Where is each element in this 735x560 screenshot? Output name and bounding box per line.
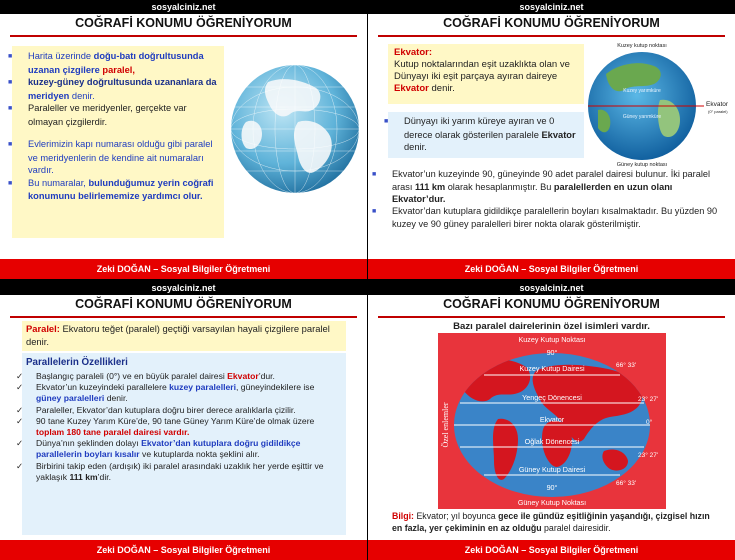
footer-bar: Zeki DOĞAN – Sosyal Bilgiler Öğretmeni	[0, 259, 367, 279]
text-panel	[8, 46, 224, 238]
south-pole-label: Güney Kutup Noktası	[517, 498, 587, 507]
bullet-3: ■ Paraleller ve meridyenler, gerçekte var olmayan çizgilerdir.	[8, 103, 187, 127]
property-3: ✓ Paraleller, Ekvator’dan kutuplara doğru birer derece aralıklarla çizilir.	[16, 404, 296, 415]
antarctic-circle-label: Güney Kutup Dairesi	[518, 465, 586, 474]
slide-2	[368, 0, 735, 279]
property-1: ✓ Başlangıç paraleli (0°) ve en büyük paralel dairesi Ekvator’dur.	[16, 371, 275, 381]
north-pole-degree: 90°	[546, 348, 558, 357]
properties-heading: Parallelerin Özellikleri	[26, 357, 128, 368]
title-rule	[378, 316, 725, 318]
capricorn-degree: 23° 27'	[638, 452, 659, 459]
slide-subtitle: Bazı paralel dairelerinin özel isimleri vardır.	[453, 321, 650, 332]
tropic-cancer-label: Yengeç Dönencesi	[522, 393, 582, 402]
equator-globe-image	[584, 40, 732, 168]
south-pole-label: Güney kutup noktası	[616, 162, 668, 168]
properties-box	[16, 353, 346, 535]
slide-title: COĞRAFİ KONUMU ÖĞRENİYORUM	[75, 297, 292, 311]
title-rule	[378, 35, 725, 37]
slide-title: COĞRAFİ KONUMU ÖĞRENİYORUM	[443, 297, 660, 311]
equator-degree: 0°	[646, 419, 653, 426]
southern-hemisphere-label: Güney yarımküre	[622, 114, 662, 120]
property-5: ✓ Dünya’nın şeklinden dolayı Ekvator’dan kutuplara doğru gidildikçe parallelerin boyları kısalır ve kutuplarda nokta şeklini alır.	[16, 438, 301, 460]
tropic-capricorn-label: Oğlak Dönencesi	[524, 437, 580, 446]
site-banner: sosyalciniz.net	[0, 0, 367, 14]
special-parallels-map	[438, 333, 666, 509]
facts-list	[372, 168, 722, 230]
equator-label: Ekvator	[706, 101, 729, 108]
definition-box: Paralel: Ekvatoru teğet (paralel) geçtiği varsayılan hayali çizgilere paralel denir.	[22, 321, 346, 351]
globe-grid-image	[228, 62, 362, 196]
fact-2: ■ Ekvator’dan kutuplara gidildikçe paralellerin boyları kısalmaktadır. Bu yüzden 90 kuzey ve 90 güney paralelleri birer nokta olarak gösterilmiştir.	[372, 206, 718, 229]
bullet-4: ■ Evlerimizin kapı numarası olduğu gibi paralel ve meridyenlerin de kendine ait numaraları vardır.	[8, 139, 213, 175]
equator-sub-label: (0° paralel)	[708, 109, 728, 114]
fact-1: ■ Ekvator’un kuzeyinde 90, güneyinde 90 adet paralel dairesi bulunur. İki paralel arası 111 km olarak hesaplanmıştır. Bu paralellerden en uzun olanı Ekvator’dur.	[372, 169, 711, 204]
south-pole-degree: 90°	[546, 483, 558, 492]
site-banner: sosyalciniz.net	[0, 281, 367, 295]
site-banner: sosyalciniz.net	[368, 0, 735, 14]
property-4: ✓ 90 tane Kuzey Yarım Küre’de, 90 tane Güney Yarım Küre’de olmak üzere toplam 180 tane paralel dairesi vardır.	[16, 415, 315, 438]
slide-1	[0, 0, 367, 279]
northern-hemisphere-label: Kuzey yarımküre	[623, 88, 661, 94]
bullet-1: ■ Harita üzerinde doğu-batı doğrultusunda uzanan çizgilere paralel,	[8, 51, 204, 75]
north-pole-label: Kuzey Kutup Noktası	[518, 335, 586, 344]
title-rule	[10, 35, 357, 37]
slide-title: COĞRAFİ KONUMU ÖĞRENİYORUM	[443, 16, 660, 30]
site-banner: sosyalciniz.net	[368, 281, 735, 295]
cancer-degree: 23° 27'	[638, 396, 659, 403]
north-pole-label: Kuzey kutup noktası	[617, 43, 667, 49]
info-note: Bilgi: Ekvator; yıl boyunca gece ile gündüz eşitliğinin yaşandığı, çizgisel hızın en fazla, yer çekiminin en az olduğu paralel dairesidir.	[392, 511, 710, 533]
arctic-circle-label: Kuzey Kutup Dairesi	[519, 364, 585, 373]
property-6: ✓ Birbirini takip eden (ardışık) iki paralel arasındaki uzaklık her yerde eşittir ve yaklaşık 111 km’dir.	[16, 460, 324, 482]
title-rule	[10, 316, 357, 318]
slide-3	[0, 281, 367, 560]
arctic-degree: 66° 33'	[616, 362, 637, 369]
footer-bar: Zeki DOĞAN – Sosyal Bilgiler Öğretmeni	[368, 540, 735, 560]
equator-box: ■ Dünyayı iki yarım küreye ayıran ve 0 derece olarak gösterilen paralele Ekvator denir.	[388, 112, 584, 158]
definition-box: Ekvator: Kutup noktalarından eşit uzaklıkta olan ve Dünyayı iki eşit parçaya ayıran daireye Ekvator denir.	[388, 44, 584, 104]
property-2: ✓ Ekvator’un kuzeyindeki parallelere kuzey paralelleri, güneyindekilere ise güney paralelleri denir.	[16, 382, 315, 404]
bullet-5: ■ Bu numaralar, bulunduğumuz yerin coğrafi konumunu belirlememize yardımcı olur.	[8, 177, 214, 201]
antarctic-degree: 66° 33'	[616, 480, 637, 487]
slide-4	[368, 281, 735, 560]
slide-title: COĞRAFİ KONUMU ÖĞRENİYORUM	[75, 16, 292, 30]
footer-bar: Zeki DOĞAN – Sosyal Bilgiler Öğretmeni	[368, 259, 735, 279]
equator-label: Ekvator	[539, 415, 565, 424]
footer-bar: Zeki DOĞAN – Sosyal Bilgiler Öğretmeni	[0, 540, 367, 560]
bullet-2: ■ kuzey-güney doğrultusunda uzananlara da meridyen denir.	[8, 77, 217, 101]
special-latitudes-label: Özel enlemler	[441, 402, 450, 448]
